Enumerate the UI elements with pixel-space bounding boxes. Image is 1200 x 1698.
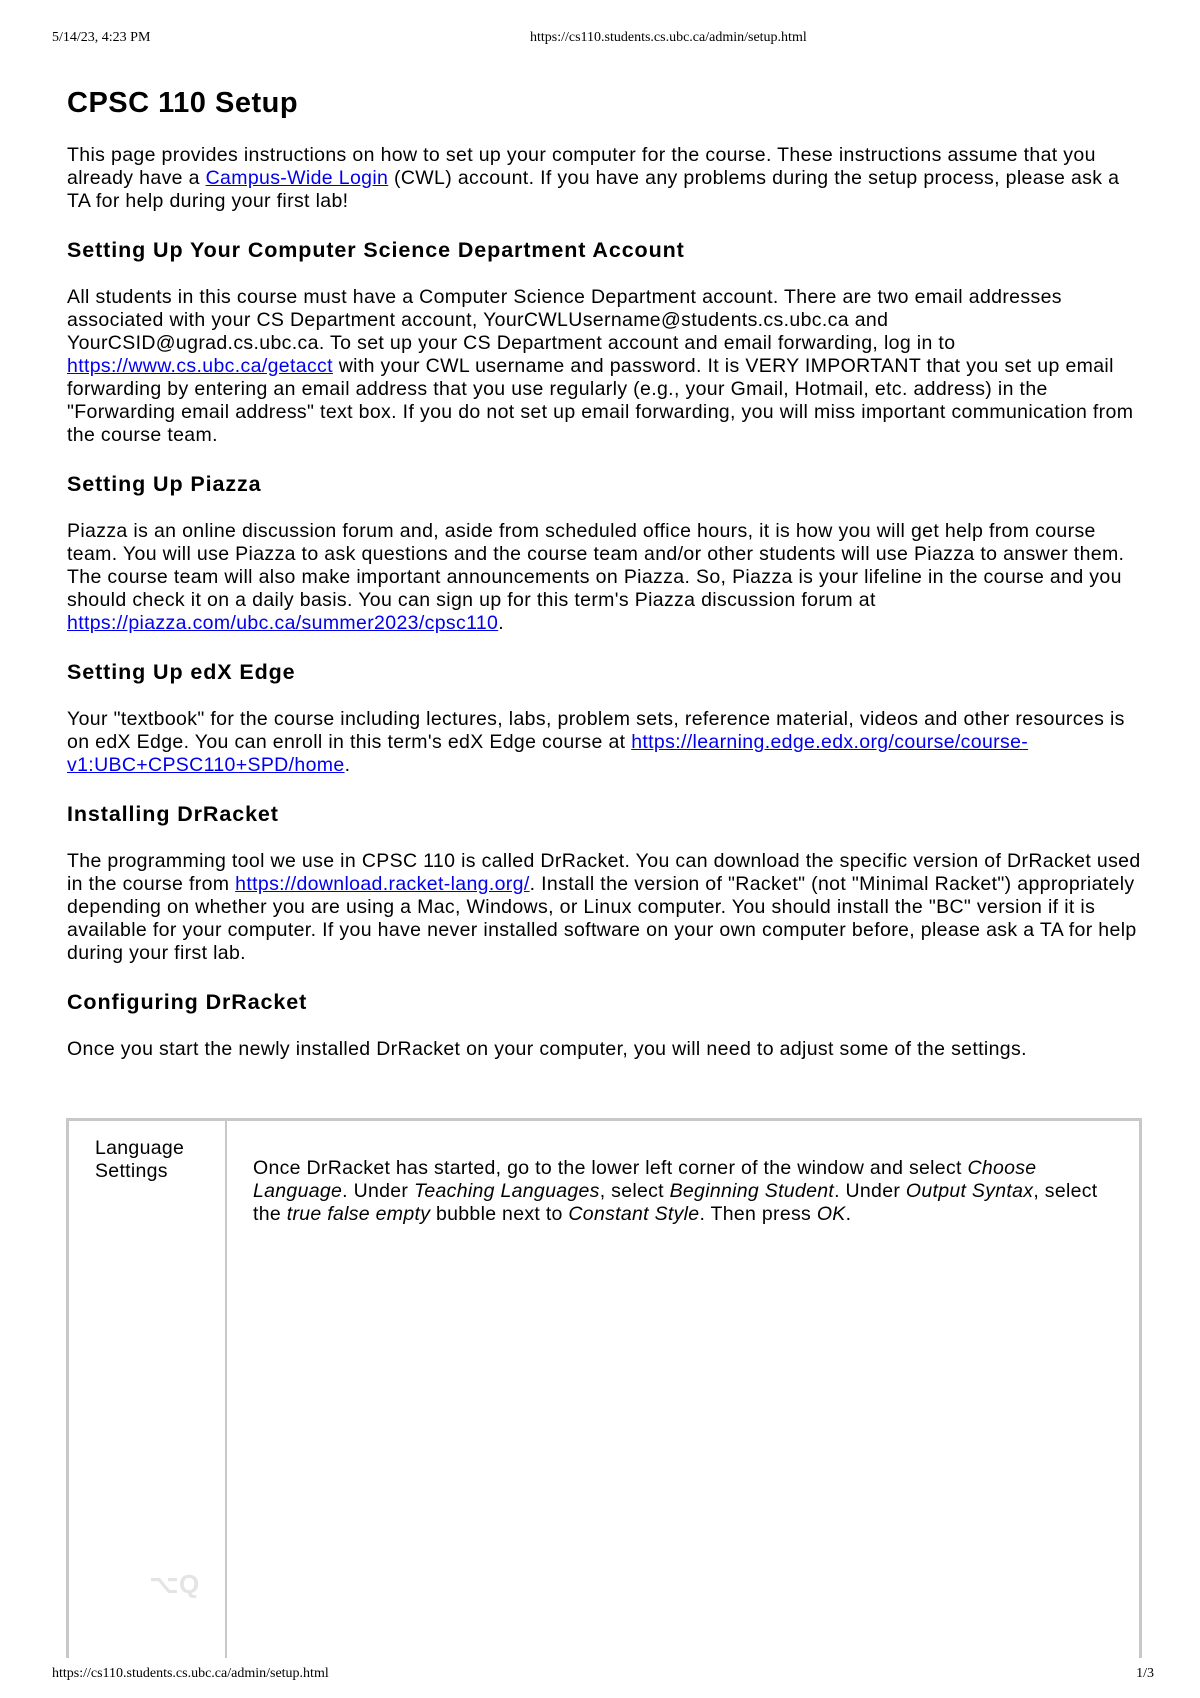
choose-language-term: Choose Language (253, 1157, 1037, 1202)
constant-style-term: Constant Style (568, 1203, 700, 1225)
intro-paragraph (67, 144, 1147, 213)
print-header (52, 30, 1154, 50)
settings-table (66, 1118, 1142, 1658)
cs-account-text-end: with your CWL username and password. It is VERY IMPORTANT that you set up email forwarding by entering an email address that you use regularly (e.g., your Gmail, Hotmail, etc. address) in the "Forwarding email address" text box. If you do not set up email forwarding, you will miss important communication from the course team. (67, 355, 1134, 446)
edx-paragraph (67, 708, 1147, 777)
cwl-link[interactable]: Campus-Wide Login (205, 167, 389, 189)
true-false-empty-term: true false empty (286, 1203, 431, 1225)
edx-text: Your "textbook" for the course including lectures, labs, problem sets, reference material, videos and other resources is on edX Edge. You can enroll in this term's edX Edge course at (67, 708, 1125, 753)
configure-drracket-paragraph: Once you start the newly installed DrRacket on your computer, you will need to adjust some of the settings. (67, 1038, 1027, 1060)
output-syntax-term: Output Syntax (905, 1180, 1034, 1202)
print-datetime: 5/14/23, 4:23 PM (52, 30, 151, 45)
page-number: 1/3 (1136, 1666, 1154, 1681)
edx-link[interactable]: https://learning.edge.edx.org/course/course-v1:UBC+CPSC110+SPD/home (67, 731, 1029, 776)
piazza-paragraph (67, 520, 1147, 635)
cs-account-text: All students in this course must have a Computer Science Department account. There are two email addresses associated with your CS Department account, YourCWLUsername@students.cs.ubc.ca and YourCSID@ugrad.cs.ubc.ca. To set up your CS Department account and email forwarding, log in to (67, 286, 1062, 354)
getacct-link[interactable]: https://www.cs.ubc.ca/getacct (67, 355, 333, 377)
cs-account-paragraph (67, 286, 1147, 447)
install-drracket-heading: Installing DrRacket (67, 802, 279, 826)
language-settings-instructions: Once DrRacket has started, go to the lower left corner of the window and select Choose Language. Under Teaching Languages, select Beginning Student. Under Output Syntax, select the true false empty bubble next to Constant Style. Then press OK. (253, 1157, 1098, 1225)
racket-download-link[interactable]: https://download.racket-lang.org/ (235, 873, 530, 895)
watermark: ⌥Q (149, 1569, 200, 1599)
piazza-text-end: . (498, 612, 505, 634)
install-text-end: . Install the version of "Racket" (not "Minimal Racket") appropriately depending on whether you are using a Mac, Windows, or Linux computer. You should install the "BC" version if it is available for your computer. If you have never installed software on your own computer before, please ask a TA for help during your first lab. (67, 873, 1137, 964)
print-footer (52, 1666, 1154, 1686)
piazza-heading: Setting Up Piazza (67, 472, 262, 496)
teaching-languages-term: Teaching Languages (413, 1180, 600, 1202)
table-divider (225, 1121, 227, 1658)
print-header-url: https://cs110.students.cs.ubc.ca/admin/setup.html (530, 30, 807, 45)
intro-text: This page provides instructions on how to set up your computer for the course. These instructions assume that you already have a (67, 144, 1096, 189)
beginning-student-term: Beginning Student (669, 1180, 835, 1202)
page-title: CPSC 110 Setup (67, 87, 299, 119)
language-settings-label: Language Settings (95, 1137, 185, 1182)
ok-term: OK (816, 1203, 846, 1225)
piazza-link[interactable]: https://piazza.com/ubc.ca/summer2023/cpsc110 (67, 612, 499, 634)
edx-text-end: . (344, 754, 351, 776)
main-content (67, 78, 1147, 1061)
configure-drracket-heading: Configuring DrRacket (67, 990, 308, 1014)
install-drracket-paragraph (67, 850, 1147, 965)
install-text: The programming tool we use in CPSC 110 is called DrRacket. You can download the specific version of DrRacket used in the course from (67, 850, 1141, 895)
piazza-text: Piazza is an online discussion forum and, aside from scheduled office hours, it is how you will get help from course team. You will use Piazza to ask questions and the course team and/or other students will use Piazza to answer them. The course team will also make important announcements on Piazza. So, Piazza is your lifeline in the course and you should check it on a daily basis. You can sign up for this term's Piazza discussion forum at (67, 520, 1125, 611)
cs-account-heading: Setting Up Your Computer Science Department Account (67, 238, 685, 262)
edx-heading: Setting Up edX Edge (67, 660, 296, 684)
print-footer-url: https://cs110.students.cs.ubc.ca/admin/setup.html (52, 1666, 329, 1681)
intro-text-end: (CWL) account. If you have any problems during the setup process, please ask a TA for help during your first lab! (67, 167, 1120, 212)
